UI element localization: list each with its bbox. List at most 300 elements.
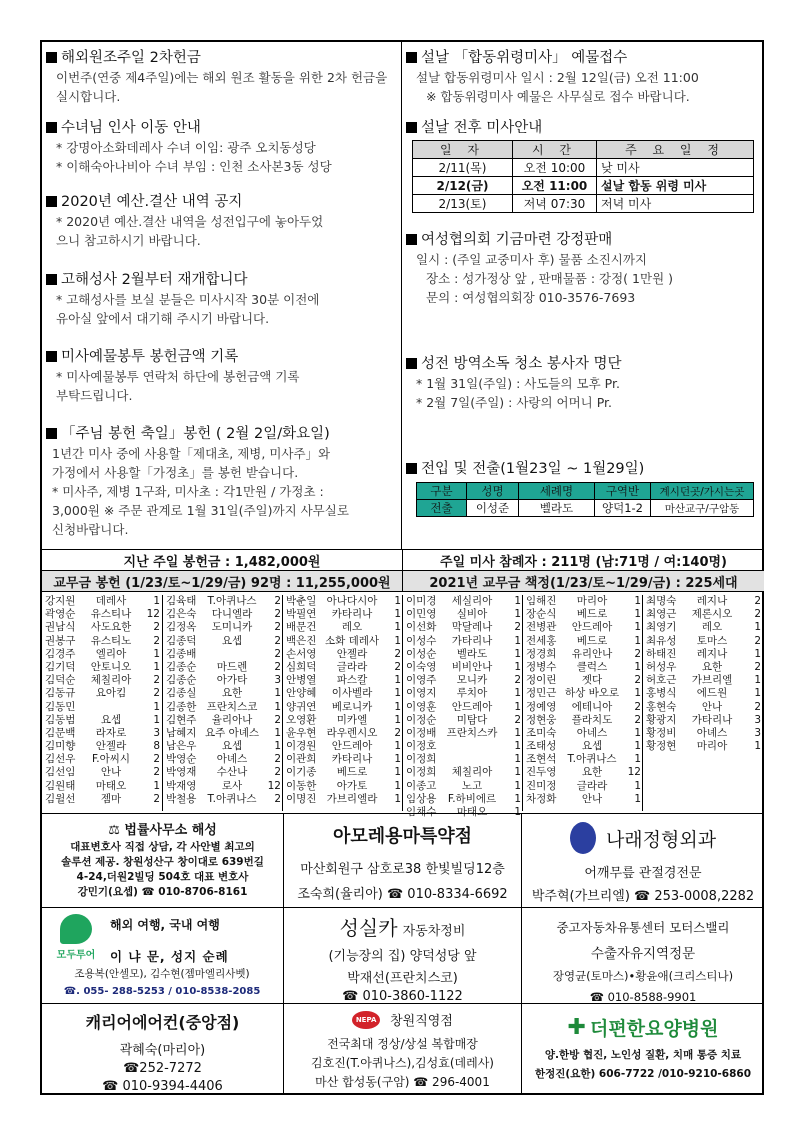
list-item — [643, 621, 762, 634]
member-name: 진미정 — [526, 779, 557, 792]
ad-narae-orthopedics — [522, 814, 764, 908]
notice-line: 3,000원 ※ 주문 관계로 1월 31일(주일)까지 사무실로 — [52, 503, 349, 518]
baptismal-name: 안드레아 — [451, 700, 493, 713]
baptismal-name: 유스티나 — [90, 608, 132, 621]
notice-title: 미사예물봉투 봉헌금액 기록 — [61, 349, 239, 365]
nepa-logo-icon: NEPA — [352, 1011, 380, 1029]
member-name: 김문백 — [45, 726, 76, 739]
list-item — [283, 701, 402, 714]
notice-presentation-feast — [42, 424, 401, 539]
list-item — [403, 674, 522, 687]
list-item — [163, 793, 282, 806]
cross-icon: ✚ — [567, 1015, 586, 1040]
count: 1 — [514, 806, 521, 818]
table-cell: 2/12(금) — [413, 177, 513, 195]
notice-line: 일시 : (주일 교중미사 후) 물품 소진시까지 — [416, 252, 648, 267]
list-item — [283, 687, 402, 700]
ad-line: ☎252-7272 — [123, 1061, 202, 1076]
church-tax-names — [42, 591, 764, 818]
table-cell: 양덕1-2 — [595, 500, 651, 517]
ad-line: 강민기(요셉) ☎ 010-8706-8161 — [77, 886, 248, 898]
ad-law-office — [42, 814, 284, 908]
notice-line: 설날 합동위령미사 일시 : 2월 12일(금) 오전 11:00 — [416, 70, 699, 85]
list-item — [42, 766, 162, 779]
baptismal-name: 체칠리아 — [451, 766, 493, 779]
church-tax-total: 교무금 봉헌 (1/23/토~1/29/금) 92명 : 11,255,000원 — [53, 575, 391, 591]
list-item — [643, 635, 762, 648]
count: 2 — [634, 713, 641, 726]
list-item — [403, 595, 522, 608]
list-item — [403, 753, 522, 766]
member-name: 정병수 — [526, 660, 557, 673]
count: 1 — [634, 726, 641, 739]
count: 1 — [274, 726, 281, 739]
list-item — [42, 648, 162, 661]
count: 2 — [153, 621, 160, 634]
baptismal-name: 라자로 — [95, 726, 127, 739]
count: 2 — [153, 674, 160, 687]
list-item — [283, 714, 402, 727]
count: 2 — [153, 792, 160, 805]
member-name: 이민영 — [406, 608, 437, 621]
count: 3 — [754, 713, 761, 726]
member-name: 최영기 — [646, 621, 677, 634]
names-column — [162, 595, 282, 811]
count: 1 — [394, 621, 401, 634]
census-total: 2021년 교무금 책정(1/23/토~1/29/금) : 225세대 — [402, 571, 764, 591]
baptismal-name: 안나 — [701, 700, 723, 713]
notice-line: * 2월 7일(주일) : 사랑의 어머니 Pr. — [416, 395, 612, 410]
count: 1 — [634, 792, 641, 805]
count: 2 — [514, 713, 521, 726]
table-cell: 전출 — [417, 500, 467, 517]
baptismal-name: 요아킴 — [95, 687, 127, 700]
count: 8 — [153, 740, 160, 753]
baptismal-name: 수산나 — [216, 766, 248, 779]
member-name: 이성순 — [406, 647, 437, 660]
count: 1 — [394, 766, 401, 779]
bulletin-page — [40, 40, 764, 1095]
list-item — [283, 753, 402, 766]
baptismal-name: 레오 — [701, 621, 723, 634]
ad-line: 수출자유지역정문 — [590, 946, 696, 962]
member-name: 정경희 — [526, 647, 557, 660]
baptismal-name: 요셉 — [581, 740, 603, 753]
list-item — [283, 674, 402, 687]
count: 1 — [394, 674, 401, 687]
baptismal-name: 안드레아 — [331, 740, 373, 753]
list-item — [403, 780, 522, 793]
baptismal-name: 마리아 — [576, 595, 608, 607]
summary-bar-church-tax — [42, 570, 764, 591]
baptismal-name: 제론시오 — [691, 608, 733, 621]
baptismal-name — [437, 753, 507, 766]
member-name: 이관희 — [286, 753, 317, 766]
count: 1 — [394, 700, 401, 713]
count: 1 — [394, 713, 401, 726]
ad-line: 장영균(토마스)•황윤애(크리스티나) — [552, 969, 734, 983]
count: 2 — [634, 647, 641, 660]
baptismal-name: 프란치스코 — [206, 700, 258, 713]
count: 1 — [153, 700, 160, 713]
baptismal-name: 에테니아 — [571, 700, 613, 713]
table-header: 계시던곳/가시는곳 — [651, 483, 754, 500]
member-name: 이영훈 — [406, 700, 437, 713]
member-name: 이명진 — [286, 792, 317, 805]
baptismal-name: 미카엘 — [336, 713, 368, 726]
list-item — [283, 766, 402, 779]
ad-line: 한정진(요한) 606-7722 /010-9210-6860 — [534, 1068, 752, 1080]
names-column — [42, 595, 162, 806]
member-name: 권봉구 — [45, 634, 76, 647]
count: 1 — [634, 753, 641, 766]
baptismal-name: 아가토 — [336, 779, 368, 792]
member-name: 전세홍 — [526, 634, 557, 647]
list-item — [403, 701, 522, 714]
list-item — [283, 661, 402, 674]
baptismal-name: 가타리나 — [691, 713, 733, 726]
member-name: 이정희 — [406, 753, 437, 766]
member-name: 홍현숙 — [646, 700, 677, 713]
list-item — [163, 714, 282, 727]
list-item — [163, 727, 282, 740]
list-item — [42, 687, 162, 700]
member-name: 김기덕 — [45, 660, 76, 673]
table-cell: 마산교구/구암동 — [651, 500, 754, 517]
count: 1 — [634, 660, 641, 673]
member-name: 김종순 — [166, 660, 197, 673]
list-item — [163, 780, 282, 793]
count: 2 — [754, 595, 761, 607]
member-name: 이영주 — [406, 674, 437, 687]
count: 1 — [634, 740, 641, 753]
baptismal-name — [76, 701, 146, 714]
count: 2 — [153, 634, 160, 647]
list-item — [163, 595, 282, 608]
baptismal-name: 카타리나 — [331, 608, 373, 621]
list-item — [163, 621, 282, 634]
names-column — [282, 595, 402, 811]
ad-line: 조용복(안셀모), 김수현(젬마엘리사벳) — [74, 968, 250, 980]
list-item — [523, 674, 642, 687]
list-item — [283, 648, 402, 661]
count: 1 — [153, 595, 160, 607]
member-name: 오영환 — [286, 713, 317, 726]
notice-new-year-mass — [402, 118, 764, 138]
ad-line: (기능장의 집) 양덕성당 앞 — [328, 949, 477, 964]
member-name: 전병관 — [526, 621, 557, 634]
ad-line: 전국최대 정상/상설 복합매장 — [327, 1037, 478, 1051]
ad-line: 마산 합성동(구암) ☎ 296-4001 — [315, 1075, 490, 1089]
member-name: 황정현 — [646, 740, 677, 753]
baptismal-name: F.아씨시 — [91, 753, 131, 766]
baptismal-name: 베드로 — [576, 634, 608, 647]
baptismal-name: T.아퀴나스 — [207, 595, 257, 607]
table-header: 시 간 — [513, 141, 597, 159]
ad-title: 창원직영점 — [390, 1014, 453, 1029]
member-name: 임채수 — [406, 806, 437, 818]
list-item — [643, 740, 762, 753]
notice-budget — [42, 192, 401, 250]
count: 1 — [394, 779, 401, 792]
list-item — [42, 740, 162, 753]
count: 1 — [514, 792, 521, 805]
member-name: 권남식 — [45, 621, 76, 634]
member-name: 허성우 — [646, 660, 677, 673]
ad-motors-valley — [522, 908, 764, 1004]
list-item — [523, 780, 642, 793]
ad-line: ☎ 010-8588-9901 — [589, 990, 697, 1004]
member-name: 이정순 — [406, 713, 437, 726]
count: 12 — [267, 779, 281, 792]
baptismal-name: F.하비에르 — [447, 792, 497, 805]
member-name: 김육태 — [166, 595, 197, 607]
move-table — [416, 482, 754, 517]
table-cell: 2/13(토) — [413, 195, 513, 213]
notice-line: 신청바랍니다. — [52, 522, 129, 537]
member-name: 이종고 — [406, 779, 437, 792]
notice-line: * 1월 31일(주일) : 사도들의 모후 Pr. — [416, 376, 620, 391]
notice-line: 실시합니다. — [56, 89, 121, 104]
list-item — [42, 608, 162, 621]
count: 1 — [514, 647, 521, 660]
count: 2 — [754, 700, 761, 713]
list-item — [163, 674, 282, 687]
member-name: 이동한 — [286, 779, 317, 792]
baptismal-name: 아녜스 — [216, 753, 248, 766]
table-cell: 오전 11:00 — [513, 177, 597, 195]
member-name: 최영근 — [646, 608, 677, 621]
member-name: 김동규 — [45, 687, 76, 700]
list-item — [643, 701, 762, 714]
notice-mass-envelope — [42, 347, 401, 405]
notice-title: 성전 방역소독 청소 봉사자 명단 — [421, 356, 622, 372]
notice-line: * 미사주, 제병 1구좌, 미사초 : 각1만원 / 가정초 : — [52, 484, 324, 499]
baptismal-name: 엘리아 — [95, 647, 127, 660]
list-item — [523, 753, 642, 766]
count: 1 — [634, 608, 641, 621]
list-item — [163, 661, 282, 674]
count: 2 — [274, 792, 281, 805]
notice-title: 여성협의회 기금마련 강정판매 — [421, 232, 613, 248]
right-column — [402, 42, 764, 549]
list-item — [523, 661, 642, 674]
names-column — [522, 595, 642, 811]
list-item — [283, 740, 402, 753]
notice-title: 전입 및 전출(1월23일 ~ 1월29일) — [421, 461, 645, 477]
notice-memorial-mass — [402, 48, 764, 106]
notice-line: 유아실 앞에서 대기해 주시기 바랍니다. — [56, 311, 270, 326]
count: 1 — [754, 674, 761, 687]
count: 1 — [394, 687, 401, 700]
baptismal-name: 마태오 — [456, 806, 488, 818]
baptismal-name: 노고 — [461, 779, 483, 792]
table-header: 구분 — [417, 483, 467, 500]
baptismal-name: 데레사 — [95, 595, 127, 607]
ad-line: 곽혜숙(마리아) — [119, 1043, 206, 1058]
ad-title: 아모레용마특약점 — [332, 826, 473, 847]
list-item — [163, 740, 282, 753]
notice-line: * 미사예물봉투 연락처 하단에 봉헌금액 기록 — [56, 369, 300, 384]
member-name: 정예영 — [526, 700, 557, 713]
list-item — [643, 661, 762, 674]
member-name: 박영순 — [166, 753, 197, 766]
list-item — [403, 766, 522, 779]
table-cell: 낮 미사 — [597, 159, 754, 177]
notice-overseas-aid — [42, 48, 401, 106]
count: 2 — [754, 608, 761, 621]
member-name: 김정옥 — [166, 621, 197, 634]
list-item — [643, 687, 762, 700]
baptismal-name: 안젤라 — [95, 740, 127, 753]
list-item — [643, 595, 762, 608]
member-name: 박영재 — [166, 766, 197, 779]
notice-cleaning-volunteers — [402, 354, 764, 412]
mass-schedule-table — [412, 140, 754, 213]
list-item — [163, 608, 282, 621]
table-cell: 이성준 — [467, 500, 519, 517]
ad-line: 김호진(T.아퀴나스),김성효(데레사) — [311, 1056, 494, 1070]
baptismal-name: 모니카 — [456, 674, 488, 687]
member-name: 장순식 — [526, 608, 557, 621]
list-item — [523, 687, 642, 700]
list-item — [42, 595, 162, 608]
count: 2 — [634, 700, 641, 713]
member-name: 최명숙 — [646, 595, 677, 607]
mascot-icon — [570, 822, 596, 854]
list-item — [42, 621, 162, 634]
list-item — [523, 727, 642, 740]
list-item — [403, 793, 522, 806]
count: 2 — [394, 726, 401, 739]
baptismal-name: 이사벨라 — [331, 687, 373, 700]
list-item — [42, 661, 162, 674]
ad-line: 이 냐 문, 성지 순례 — [110, 949, 229, 964]
ad-title: 캐리어에어컨(중앙점) — [85, 1013, 240, 1032]
ad-subtitle: 자동차정비 — [402, 924, 466, 939]
count: 3 — [153, 726, 160, 739]
baptismal-name — [437, 740, 507, 753]
count: 1 — [514, 766, 521, 779]
list-item — [523, 701, 642, 714]
scales-icon: ⚖ — [108, 823, 120, 838]
member-name: 이경원 — [286, 740, 317, 753]
list-item — [403, 648, 522, 661]
count: 2 — [274, 621, 281, 634]
baptismal-name: 안나 — [581, 792, 603, 805]
table-cell: 저녁 미사 — [597, 195, 754, 213]
baptismal-name: 도미니카 — [211, 621, 253, 634]
member-name: 김경주 — [45, 647, 76, 660]
baptismal-name: 가브리엘 — [691, 674, 733, 687]
count: 2 — [754, 634, 761, 647]
count: 2 — [274, 595, 281, 607]
member-name: 남혜지 — [166, 726, 197, 739]
ad-title: 더편한요양병원 — [589, 1018, 719, 1040]
ad-carrier — [42, 1004, 284, 1094]
notice-sister-transfer — [42, 118, 401, 176]
member-name: 정민근 — [526, 687, 557, 700]
count: 1 — [274, 700, 281, 713]
notice-title: 설날 「합동위령미사」 예물접수 — [421, 50, 628, 66]
count: 1 — [634, 779, 641, 792]
baptismal-name: 클럭스 — [576, 660, 608, 673]
member-name: 이숙영 — [406, 660, 437, 673]
count: 1 — [514, 660, 521, 673]
list-item — [42, 674, 162, 687]
modetour-logo-icon — [60, 914, 92, 944]
list-item — [523, 766, 642, 779]
ad-amore — [284, 814, 522, 908]
baptismal-name: 비비안나 — [451, 660, 493, 673]
member-name: 강지원 — [45, 595, 76, 607]
count: 2 — [274, 608, 281, 621]
member-name: 윤우현 — [286, 726, 317, 739]
list-item — [163, 753, 282, 766]
baptismal-name: 율리아나 — [211, 713, 253, 726]
member-name: 이정호 — [406, 740, 437, 753]
member-name: 김덕순 — [45, 674, 76, 687]
count: 1 — [394, 634, 401, 647]
baptismal-name: 베드로 — [336, 766, 368, 779]
count: 1 — [514, 726, 521, 739]
count: 1 — [153, 713, 160, 726]
list-item — [403, 661, 522, 674]
count: 2 — [274, 766, 281, 779]
list-item — [283, 635, 402, 648]
count: 1 — [754, 687, 761, 700]
baptismal-name: 미탐다 — [456, 713, 488, 726]
list-item — [643, 727, 762, 740]
notice-title: 「주님 봉헌 축일」봉헌 ( 2월 2일/화요일) — [61, 426, 330, 442]
ad-line: ☎. 055- 288-5253 / 010-8538-2085 — [63, 986, 261, 997]
list-item — [283, 608, 402, 621]
ad-hospital — [522, 1004, 764, 1094]
list-item — [42, 753, 162, 766]
member-name: 손서영 — [286, 647, 317, 660]
list-item — [163, 648, 282, 661]
baptismal-name: 요셉 — [221, 634, 243, 647]
list-item — [42, 793, 162, 806]
baptismal-name: 유리안나 — [571, 647, 613, 660]
count: 1 — [634, 687, 641, 700]
member-name: 이영지 — [406, 687, 437, 700]
baptismal-name: 레오 — [341, 621, 363, 634]
table-header: 성명 — [467, 483, 519, 500]
member-name: 이정희 — [406, 766, 437, 779]
member-name: 조태성 — [526, 740, 557, 753]
table-header: 일 자 — [413, 141, 513, 159]
member-name: 황정비 — [646, 726, 677, 739]
baptismal-name: T.아퀴나스 — [567, 753, 617, 766]
list-item — [643, 648, 762, 661]
baptismal-name: 토마스 — [696, 634, 728, 647]
notice-line: 으니 참고하시기 바랍니다. — [56, 233, 201, 248]
notice-line: * 강명아소화데레사 수녀 이임: 광주 오치동성당 — [56, 140, 316, 155]
baptismal-name: 가타리나 — [451, 634, 493, 647]
ad-line: 박주혁(가브리엘) ☎ 253-0008,2282 — [531, 889, 755, 904]
count: 1 — [514, 634, 521, 647]
baptismal-name: 막달레나 — [451, 621, 493, 634]
baptismal-name: 카타리나 — [331, 753, 373, 766]
baptismal-name: 요셉 — [100, 713, 122, 726]
count: 1 — [274, 740, 281, 753]
list-item — [523, 740, 642, 753]
count: 1 — [514, 595, 521, 607]
summary-bar-offering — [42, 549, 764, 570]
table-cell: 벨라도 — [519, 500, 595, 517]
member-name: 정현웅 — [526, 713, 557, 726]
